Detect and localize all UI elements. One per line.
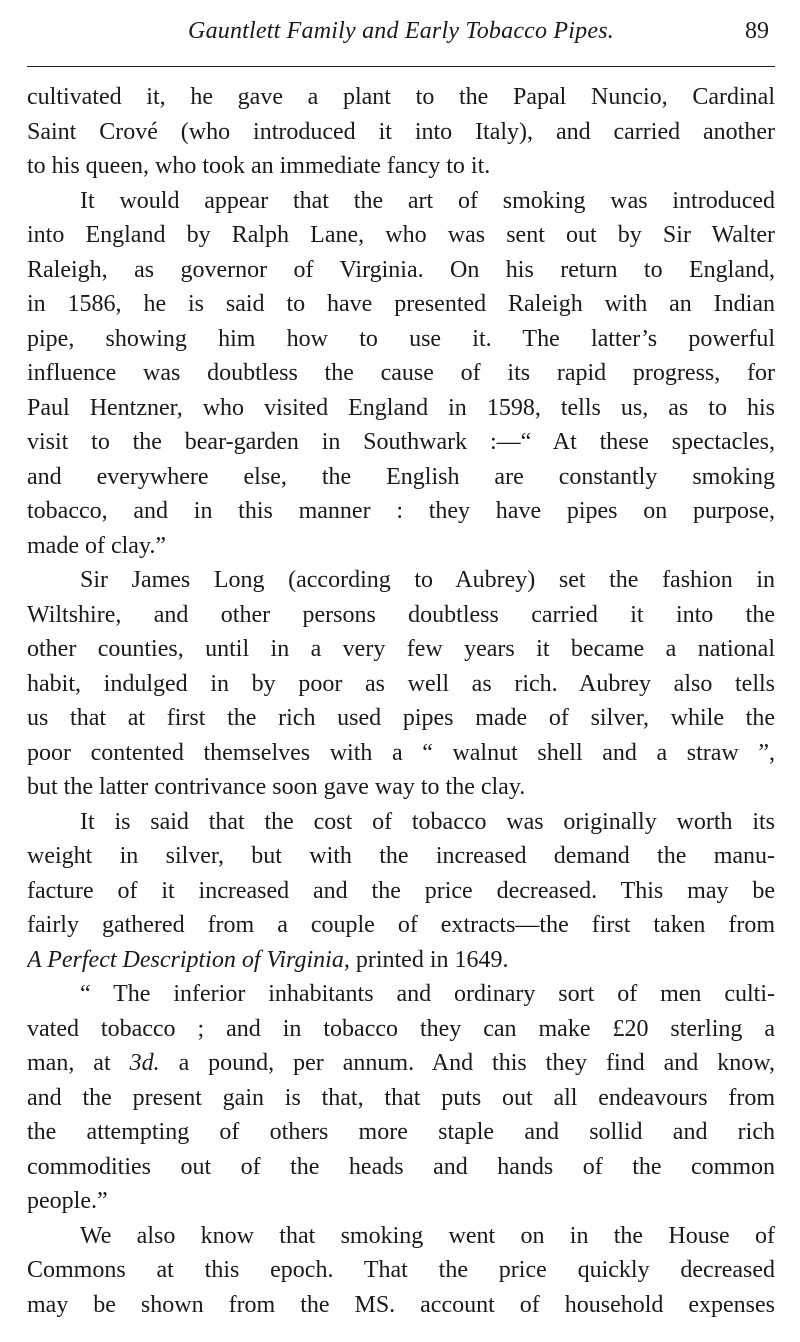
running-title: Gauntlett Family and Early Tobacco Pipes. [188,18,614,44]
text-line: and everywhere else, the English are constantly smoking [27,463,775,490]
text-line: It is said that the cost of tobacco was originally worth its [80,808,775,835]
text-line: Sir James Long (according to Aubrey) set the fashion in [80,567,775,593]
body-text [27,80,775,1322]
italic-text: A Perfect Description of Virginia [27,946,344,973]
text-line: habit, indulged in by poor as well as rich. Aubrey also tells [27,670,775,697]
text-line: pipe, showing him how to use it. The latter’s powerful [27,325,775,352]
text-line: tobacco, and in this manner : they have pipes on purpose, [27,498,775,524]
text-line: made of clay.” [27,532,167,559]
text-line: people.” [27,1188,108,1214]
text-segment: , printed in 1649. [343,946,509,973]
text-segment: a pound, per annum. And this they find and know, [159,1050,775,1076]
text-line: in 1586, he is said to have presented Raleigh with an Indian [27,291,775,317]
text-line: weight in silver, but with the increased demand the manu- [27,843,775,869]
text-line: We also know that smoking went on in the House of [80,1222,775,1249]
text-line: “ The inferior inhabitants and ordinary sort of men culti- [80,981,775,1007]
text-line: visit to the bear-garden in Southwark :—“ At these spectacles, [27,429,775,455]
text-line: us that at first the rich used pipes made of silver, while the [27,705,775,731]
text-line: may be shown from the MS. account of household expenses [27,1291,775,1318]
text-line: but the latter contrivance soon gave way to the clay. [27,774,526,800]
text-line: into England by Ralph Lane, who was sent out by Sir Walter [27,222,775,248]
text-line: Commons at this epoch. That the price quickly decreased [27,1257,775,1283]
text-line: Paul Hentzner, who visited England in 1598, tells us, as to his [27,394,775,421]
text-line: facture of it increased and the price decreased. This may be [27,877,775,904]
italic-text: 3d. [129,1050,160,1076]
text-line: Saint Crové (who introduced it into Italy), and carried another [27,118,775,145]
text-line: fairly gathered from a couple of extracts—the first taken from [27,912,775,938]
text-line: poor contented themselves with a “ walnut shell and a straw ”, [27,739,775,766]
text-line: It would appear that the art of smoking was introduced [80,187,775,214]
text-line: influence was doubtless the cause of its rapid progress, for [27,360,775,386]
text-line: and the present gain is that, that puts out all endeavours from [27,1084,775,1111]
text-line: commodities out of the heads and hands of the common [27,1153,775,1180]
text-segment: man, at [27,1050,130,1076]
text-line [27,1046,775,1081]
page-number: 89 [745,18,769,44]
text-line: Raleigh, as governor of Virginia. On his return to England, [27,256,775,283]
text-line: to his queen, who took an immediate fancy to it. [27,153,491,179]
running-header [27,14,775,54]
text-line: vated tobacco ; and in tobacco they can make £20 sterling a [27,1015,775,1042]
text-line: Wiltshire, and other persons doubtless carried it into the [27,601,775,628]
text-line: the attempting of others more staple and sollid and rich [27,1119,775,1145]
header-rule [27,66,775,67]
text-line: cultivated it, he gave a plant to the Papal Nuncio, Cardinal [27,84,775,110]
text-line: other counties, until in a very few years it became a national [27,636,775,662]
text-line [27,943,775,978]
